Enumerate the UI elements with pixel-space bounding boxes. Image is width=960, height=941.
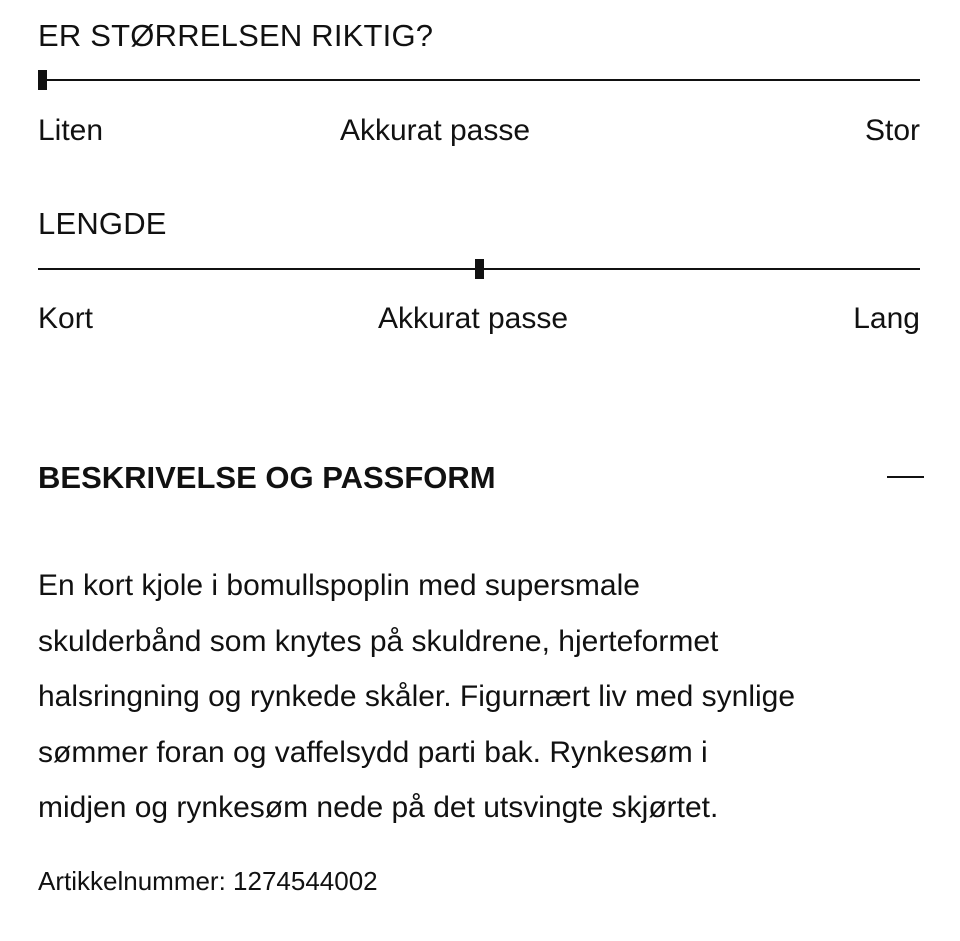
size-fit-scale [38, 116, 920, 156]
description-line: sømmer foran og vaffelsydd parti bak. Rynkesøm i [38, 735, 708, 769]
article-number: Artikkelnummer: 1274544002 [38, 866, 378, 896]
length-fit-label-long: Lang [853, 302, 920, 335]
length-fit-scale [38, 304, 920, 344]
length-fit-label-short: Kort [38, 302, 94, 335]
size-fit-track [38, 79, 920, 81]
minus-icon[interactable] [887, 476, 924, 478]
size-fit-label-just-right: Akkurat passe [339, 114, 531, 147]
length-fit-indicator [475, 259, 484, 279]
description-line: halsringning og rynkede skåler. Figurnært liv med synlige [38, 680, 796, 713]
description-line: midjen og rynkesøm nede på det utsvingte skjørtet. [38, 791, 719, 824]
description-line: En kort kjole i bomullspoplin med supersmale [38, 569, 640, 602]
product-description [38, 558, 938, 836]
size-fit-label-large: Stor [864, 114, 920, 147]
length-fit-title: LENGDE [38, 206, 167, 241]
description-accordion-title: BESKRIVELSE OG PASSFORM [38, 460, 496, 495]
description-line: skulderbånd som knytes på skuldrene, hjerteformet [38, 624, 719, 658]
description-accordion-header[interactable] [38, 462, 924, 502]
size-fit-title: ER STØRRELSEN RIKTIG? [38, 18, 434, 53]
length-fit-label-just-right: Akkurat passe [377, 302, 569, 335]
size-fit-label-small: Liten [38, 114, 104, 147]
length-fit-track [38, 268, 920, 270]
size-fit-indicator [38, 70, 47, 90]
